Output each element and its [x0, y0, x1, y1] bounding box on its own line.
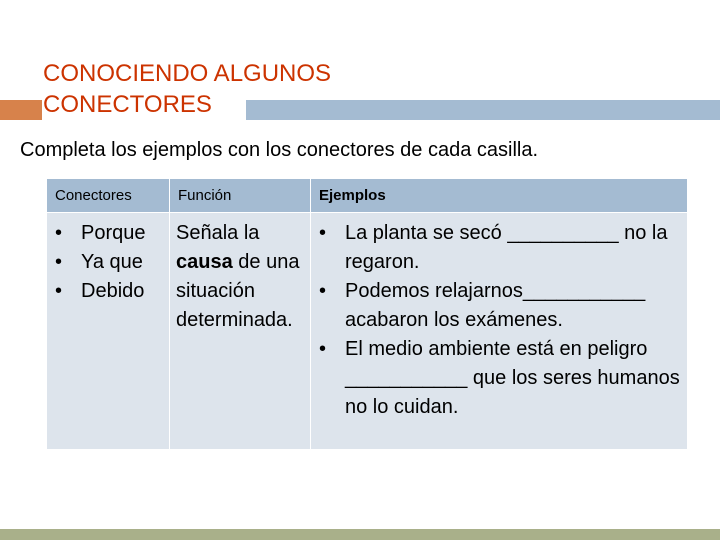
table-header-row [47, 179, 688, 213]
list-item: • Debido [53, 277, 163, 306]
table-row [47, 213, 688, 450]
title-accent-orange [0, 100, 42, 120]
function-text-pre: Señala la [176, 222, 260, 244]
list-item: • La planta se secó __________ no la regaron. [317, 219, 681, 277]
footer-bar [0, 529, 720, 540]
slide-subtitle: Completa los ejemplos con los conectores de cada casilla. [20, 139, 539, 161]
header-ejemplos: Ejemplos [311, 179, 688, 213]
connectors-table [46, 178, 688, 450]
examples-list [317, 219, 681, 422]
header-conectores: Conectores [47, 179, 170, 213]
function-cell [170, 213, 311, 450]
list-item: • Ya que [53, 248, 163, 277]
examples-cell [311, 213, 688, 450]
connectors-list [53, 219, 163, 306]
connectors-cell [47, 213, 170, 450]
list-item: • Porque [53, 219, 163, 248]
list-item: • Podemos relajarnos___________ acabaron los exámenes. [317, 277, 681, 335]
header-funcion: Función [170, 179, 311, 213]
function-text-bold: causa [176, 251, 233, 273]
list-item: • El medio ambiente está en peligro ___________ que los seres humanos no lo cuidan. [317, 335, 681, 422]
slide-title: CONOCIENDO ALGUNOS CONECTORES [43, 60, 332, 118]
function-text-post: de una situación determinada. [176, 251, 300, 331]
